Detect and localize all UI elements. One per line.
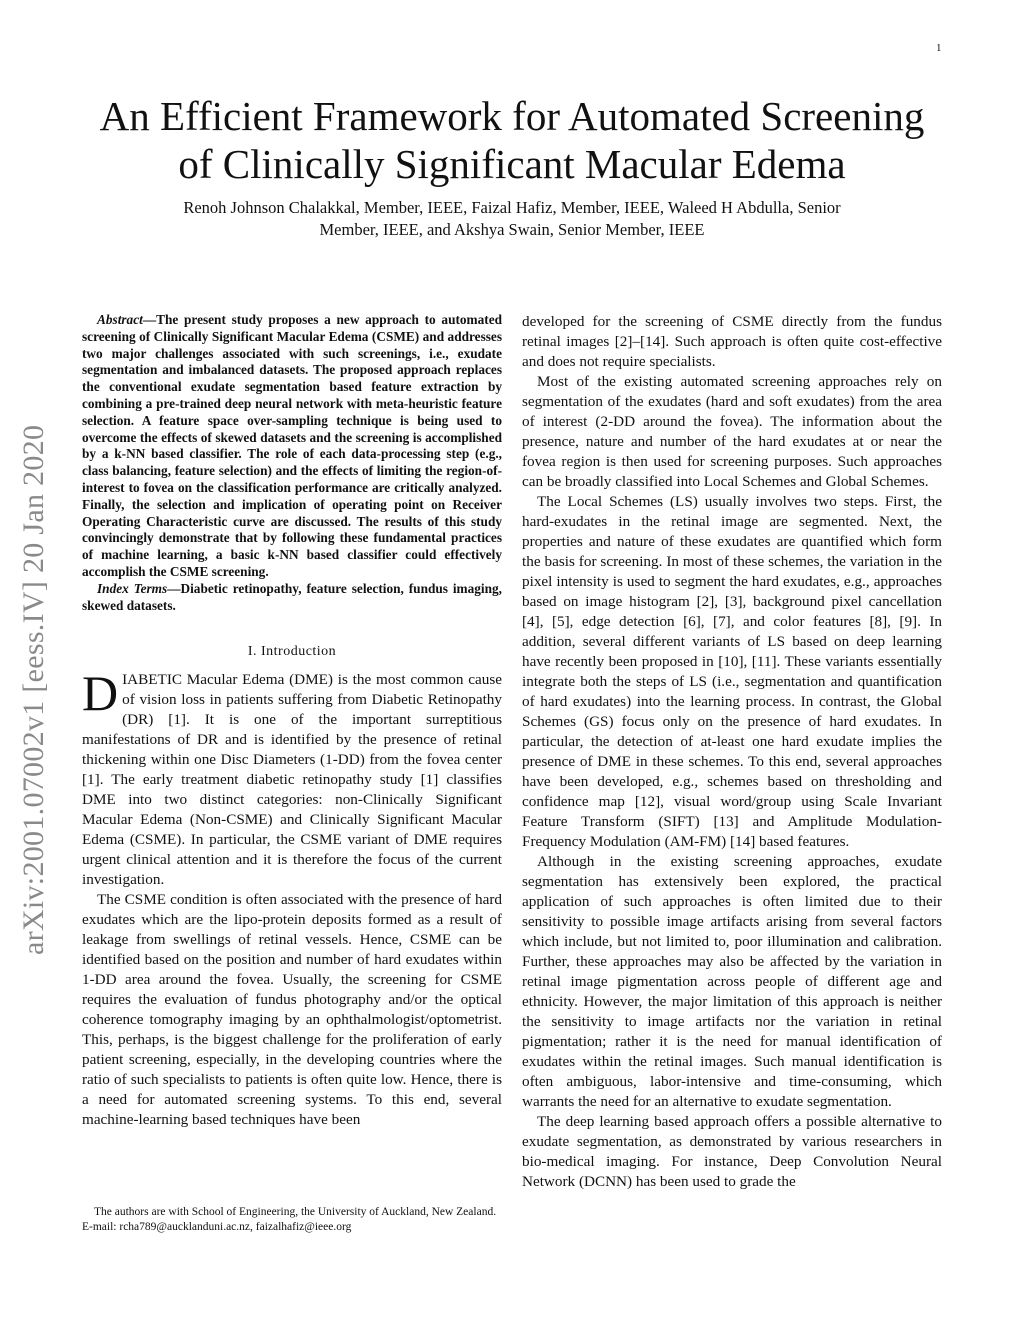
paper-title: An Efficient Framework for Automated Screening of Clinically Significant Macular Edema	[99, 93, 925, 187]
abstract-label: Abstract	[97, 312, 143, 327]
index-terms-text: —Diabetic retinopathy, feature selection, fundus imaging, skewed datasets.	[82, 580, 502, 613]
right-paragraph-5: The deep learning based approach offers a possible alternative to exudate segmentation, as demonstrated by various researchers in bio-medical imaging. For instance, Deep Convolution Neural Network (DCNN) has been used to grade the	[522, 1113, 942, 1190]
right-paragraph-2: Most of the existing automated screening approaches rely on segmentation of the exudates (hard and soft exudates) from the area of interest (2-DD around the fovea). The information about the presence, nature and number of the hard exudates at or near the fovea region is then used for screening purposes. Such approaches can be broadly classified into Local Schemes and Global Schemes.	[522, 373, 942, 490]
author-affiliation-footnote: The authors are with School of Engineering, the University of Auckland, New Zealand. E-mail: rcha789@aucklanduni.ac.nz, faizalhafiz@ieee.org	[82, 1206, 497, 1233]
page-number: 1	[936, 42, 942, 54]
abstract	[82, 312, 502, 581]
right-column	[522, 312, 942, 1192]
right-paragraph-4: Although in the existing screening approaches, exudate segmentation has extensively been explored, the practical application of such approaches is often limited due to their sensitivity to possible image artifacts arising from several factors which include, but not limited to, poor illumination and calibration. Further, these approaches may also be affected by the variation in retinal image pigmentation across people of different age and ethnicity. However, the major limitation of this approach is neither the sensitivity to image artifacts nor the variation in retinal pigmentation; rather it is the need for manual identification of exudates within the retinal images. Such manual identification is often ambiguous, labor-intensive and time-consuming, which warrants the need for an alternative to exudate segmentation.	[522, 853, 942, 1110]
intro-paragraph-2: The CSME condition is often associated with the presence of hard exudates which are the lipo-protein deposits formed as a result of leakage from swellings of retinal vessels. Hence, CSME can be identified based on the position and number of hard exudates within 1-DD area around the fovea. Usually, the screening for CSME requires the evaluation of fundus photography and/or the optical coherence tomography imaging by an ophthalmologist/optometrist. This, perhaps, is the biggest challenge for the proliferation of early patient screening, especially, in the developing countries where the ratio of such specialists to patients is often quite low. Hence, there is a need for automated screening systems. To this end, several machine-learning based techniques have been	[82, 891, 502, 1129]
intro-paragraph-1	[82, 665, 502, 890]
author-list	[110, 197, 914, 241]
right-paragraph-1: developed for the screening of CSME directly from the fundus retinal images [2]–[14]. Such approach is often quite cost-effective and does not require specialists.	[522, 313, 942, 370]
index-terms	[82, 581, 502, 615]
right-paragraph-3: The Local Schemes (LS) usually involves two steps. First, the hard-exudates in the retinal image are segmented. Next, the properties and nature of these exudates are quantified which form the basis for screening. In most of these schemes, the variation in the pixel intensity is used to segment the hard exudates, e.g., approaches based on image histogram [2], [3], background pixel cancellation [4], [5], edge detection [6], [7], and color features [8], [9]. In addition, several different variants of LS based on deep learning have recently been proposed in [10], [11]. These variants essentially integrate both the steps of LS (i.e., segmentation and quantification of hard exudates) into the learning process. In contrast, the Global Schemes (GS) focus only on the presence of hard exudates. In particular, the detection of at-least one hard exudate implies the presence of DME in these schemes. To this end, several approaches have been developed, e.g., schemes based on thresholding and confidence map [12], visual word/group using Scale Invariant Feature Transform (SIFT) [13] and Amplitude Modulation-Frequency Modulation (AM-FM) [14] based features.	[522, 493, 942, 850]
section-heading-introduction: I. Introduction	[247, 644, 337, 660]
intro-paragraph-1-text: IABETIC Macular Edema (DME) is the most common cause of vision loss in patients suffering from Diabetic Retinopathy (DR) [1]. It is one of the important surreptitious manifestations of DR and is identified by the presence of retinal thickening within one Disc Diameters (1-DD) from the fovea center [1]. The early treatment diabetic retinopathy study [1] classifies DME into two distinct categories: non-Clinically Significant Macular Edema (Non-CSME) and Clinically Significant Macular Edema (CSME). In particular, the CSME variant of DME requires urgent clinical attention and it is therefore the focus of the current investigation.	[82, 671, 502, 889]
index-terms-label: Index Terms	[97, 580, 168, 596]
author-line-2: Member, IEEE, and Akshya Swain, Senior Member, IEEE	[319, 220, 705, 239]
arxiv-identifier-stamp: arXiv:2001.07002v1 [eess.IV] 20 Jan 2020	[17, 424, 50, 955]
drop-cap-letter: D	[82, 665, 119, 722]
left-column	[82, 312, 502, 1130]
abstract-text: —The present study proposes a new approach to automated screening of Clinically Significant Macular Edema (CSME) and addresses two major challenges associated with such screenings, i.e., exudate segmentation and imbalanced datasets. The proposed approach replaces the conventional exudate segmentation based feature extraction by combining a pre-trained deep neural network with meta-heuristic feature selection. A feature space over-sampling technique is being used to overcome the effects of skewed datasets and the screening is accomplished by a k-NN based classifier. The role of each data-processing step (e.g., class balancing, feature selection) and the effects of limiting the region-of-interest to fovea on the classification performance are critically analyzed. Finally, the selection and implication of operating point on Receiver Operating Characteristic curve are discussed. The results of this study convincingly demonstrate that by following these fundamental practices of machine learning, a basic k-NN based classifier could effectively accomplish the CSME screening.	[82, 312, 502, 579]
author-line-1: Renoh Johnson Chalakkal, Member, IEEE, Faizal Hafiz, Member, IEEE, Waleed H Abdulla, Senior	[183, 198, 841, 217]
